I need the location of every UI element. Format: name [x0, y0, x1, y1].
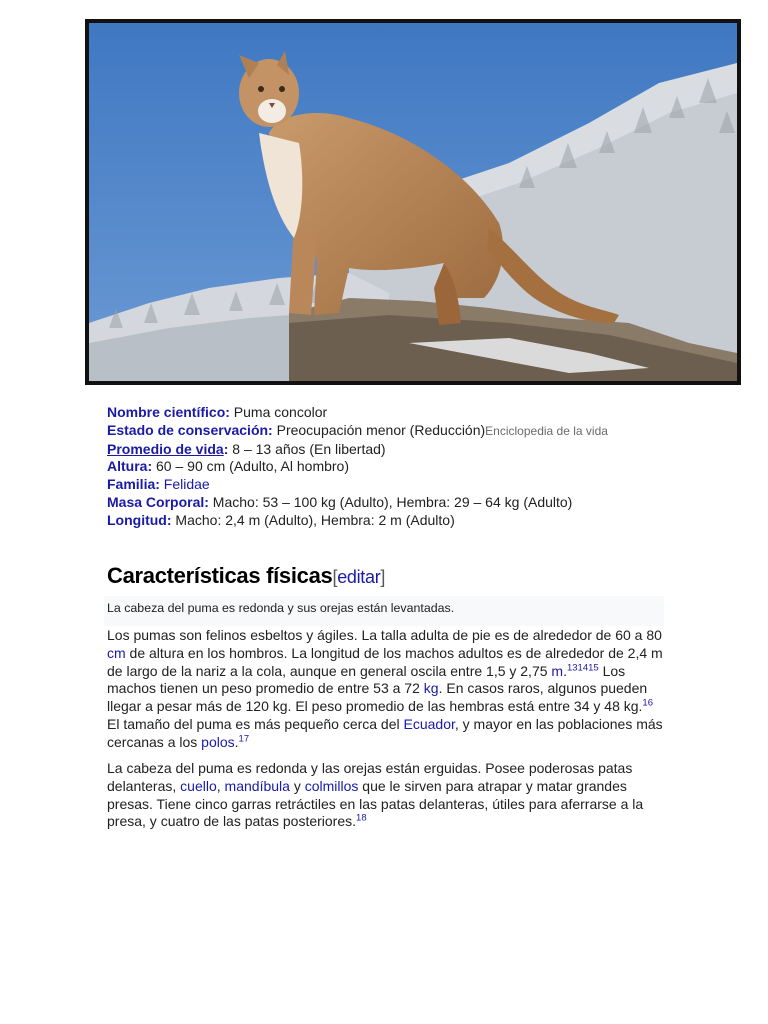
text: que le sirven para atrapar y matar grandes presas. Tiene cinco garras retráctiles en las patas delanteras, útiles para aferrarse a la presa, y cuatro de las patas posteriores. [107, 777, 644, 830]
text: , [216, 777, 225, 794]
link-colmillos[interactable]: colmillos [304, 777, 359, 794]
fact-value: Puma concolor [229, 404, 328, 420]
text: La cabeza del puma es redonda y las orejas están erguidas. Posee poderosas patas delanteras, [107, 760, 633, 794]
fact-label: Altura: [107, 458, 153, 475]
fact-label: Masa Corporal: [107, 493, 209, 510]
edit-bracket-open: [ [332, 567, 338, 587]
fact-label: Nombre científico: [107, 404, 230, 420]
fact-value: Macho: 53 – 100 kg (Adulto), Hembra: 29 – 64 kg (Adulto) [208, 493, 573, 510]
paragraph-size [107, 627, 667, 752]
fact-body-mass [107, 494, 707, 512]
facts-box [107, 404, 707, 530]
text: y [289, 777, 305, 794]
edit-link[interactable]: editar [337, 567, 381, 587]
fact-scientific-name [107, 404, 707, 422]
reference-17[interactable]: 17 [238, 733, 250, 745]
puma-photo [85, 19, 741, 385]
text: Los machos tienen un peso promedio de entre 53 a 72 [107, 662, 626, 697]
link-mandibula[interactable]: mandíbula [224, 777, 290, 794]
fact-value: Preocupación menor (Reducción) [272, 421, 486, 438]
link-kg[interactable]: kg [423, 680, 439, 697]
text: Los pumas son felinos esbeltos y ágiles. La talla adulta de pie es de alrededor de 60 a 80 [107, 627, 662, 643]
text: , y mayor en las poblaciones más cercanas a los [107, 715, 663, 750]
reference-16[interactable]: 16 [642, 697, 653, 709]
fact-label-sep: : [223, 440, 229, 457]
section-heading [107, 563, 385, 589]
reference-18[interactable]: 18 [356, 812, 367, 824]
paragraph-head [107, 760, 667, 831]
puma-image-icon [89, 23, 737, 381]
fact-value: 60 – 90 cm (Adulto, Al hombro) [152, 458, 349, 475]
fact-label: Longitud: [107, 511, 172, 528]
link-cm[interactable]: cm [107, 644, 126, 661]
reference-131415[interactable]: 131415 [566, 661, 599, 673]
fact-label: Familia: [107, 476, 160, 493]
text: El tamaño del puma es más pequeño cerca del [107, 715, 404, 732]
link-m[interactable]: m [551, 662, 564, 679]
fact-value: 8 – 13 años (En libertad) [228, 440, 386, 457]
edit-bracket-close: ] [380, 567, 386, 587]
text: . En casos raros, algunos pueden llegar a pesar más de 120 kg. El peso promedio de las hembras está entre 34 y 48 kg. [107, 680, 648, 715]
text: . [563, 662, 567, 679]
fact-source-link[interactable]: Enciclopedia de la vida [485, 423, 608, 438]
link-ecuador[interactable]: Ecuador [403, 715, 455, 732]
fact-label: Estado de conservación: [107, 421, 273, 438]
fact-conservation-status [107, 422, 707, 441]
fact-label-link[interactable]: Promedio de vida [107, 440, 224, 457]
image-caption: La cabeza del puma es redonda y sus orejas están levantadas. [104, 596, 664, 626]
link-polos[interactable]: polos [201, 733, 235, 750]
fact-length [107, 512, 707, 530]
fact-height [107, 458, 707, 476]
fact-family [107, 476, 707, 494]
fact-value: Macho: 2,4 m (Adulto), Hembra: 2 m (Adulto) [171, 511, 455, 528]
fact-value-link[interactable]: Felidae [159, 476, 210, 493]
section-title: Características físicas [107, 563, 333, 588]
link-cuello[interactable]: cuello [180, 777, 217, 794]
text: de altura en los hombros. La longitud de los machos adultos es de alrededor de 2,4 m de largo de la nariz a la cola, aunque en general oscila entre 1,5 y 2,75 [107, 644, 663, 679]
text: . [234, 733, 239, 750]
fact-lifespan [107, 441, 707, 459]
